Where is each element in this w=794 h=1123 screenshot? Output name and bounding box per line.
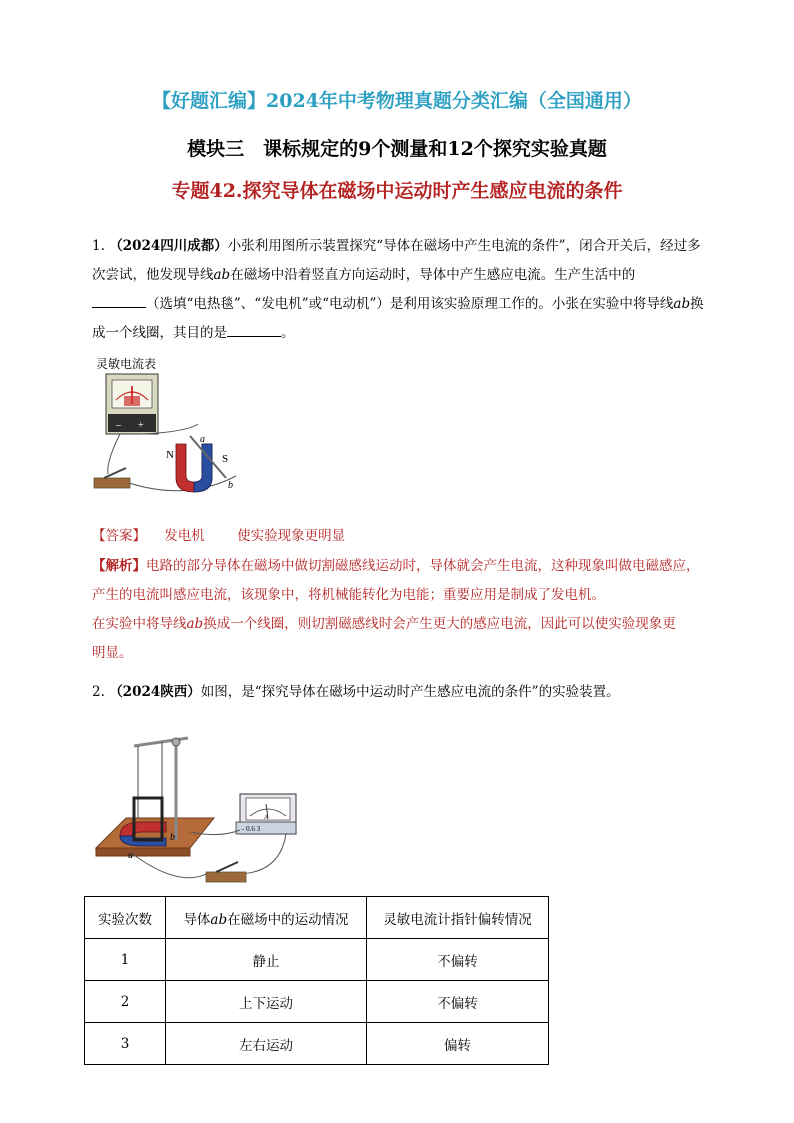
wire [240,834,286,874]
table-cell: 上下运动 [166,981,367,1023]
table-header-text: 在磁场中的运动情况 [227,911,349,928]
table-cell: 左右运动 [166,1023,367,1065]
table-header [166,897,367,939]
dial-center [124,396,140,406]
module-title: 模块三 课标规定的9个测量和12个探究实验真题 [187,138,607,160]
table-cell: 不偏转 [367,939,549,981]
answer-blank-1 [92,293,146,308]
question-number: 2. [92,684,105,700]
answer-2: 使实验现象更明显 [237,528,346,544]
figure-apparatus [90,722,310,892]
table-header: 灵敏电流计指针偏转情况 [367,897,549,939]
table-row [85,1023,549,1065]
topic-title: 专题42.探究导体在磁场中运动时产生感应电流的条件 [171,180,623,202]
point-a-label: a [200,434,205,445]
table-header-row [85,897,549,939]
switch [206,872,246,882]
answer-tag: 【答案】 [92,528,146,544]
answer-blank-2 [227,322,281,337]
question-source: （2024陕西） [109,684,201,700]
table-row [85,939,549,981]
magnet-s-label: S [222,453,229,465]
figure-label: 灵敏电流表 [96,357,157,371]
magnet-n-label: N [166,449,174,461]
point-b-label: b [228,480,233,491]
table-cell: 不偏转 [367,981,549,1023]
question-number: 1. [92,238,105,254]
question-2 [92,678,712,707]
results-table [84,896,549,1065]
stand-clamp [172,738,180,746]
base-board-edge [96,848,190,856]
question-text: 小张利用图所示装置探究“导体在磁场中产生电流的条件”，闭合开关后，经过多次尝试，他发现导线 [92,238,701,283]
point-a-label: a [128,850,133,861]
answer [92,522,712,551]
analysis-line: 明显。 [92,645,133,661]
terminal-plus: + [138,420,144,431]
analysis-tag: 【解析】 [92,558,146,574]
figure-galvanometer-magnet [86,352,266,502]
table-cell: 3 [85,1023,166,1065]
table-cell: 2 [85,981,166,1023]
meter-scale: - 0.6 3 [242,825,261,833]
question-text: 换成一个线圈，其目的是 [92,296,704,341]
meter-unit: A [264,815,269,821]
analysis-line: 换成一个线圈，则切割磁感线时会产生更大的感应电流，因此可以使实验现象更 [203,616,676,632]
analysis-line: 在实验中将导线 [92,616,187,632]
table-header-text: ab [210,911,228,928]
table-header-text: 导体 [183,911,211,928]
conductor-ab: ab [213,267,231,283]
question-text: 在磁场中沿着竖直方向运动时，导体中产生感应电流。生产生活中的 [230,267,636,283]
terminal-minus: – [116,420,121,431]
conductor-ab: ab [673,296,691,312]
wire [108,434,120,474]
table-cell: 静止 [166,939,367,981]
table-row [85,981,549,1023]
conductor-ab: ab [186,616,204,632]
table-header: 实验次数 [85,897,166,939]
switch [94,478,130,488]
question-source: （2024四川成都） [109,238,228,254]
page-title: 【好题汇编】2024年中考物理真题分类汇编（全国通用） [152,90,642,112]
question-1 [92,232,712,348]
analysis [92,552,712,668]
point-b-label: b [170,832,175,843]
question-text: 如图，是“探究导体在磁场中运动时产生感应电流的条件”的实验装置。 [200,684,620,700]
switch-lever [216,862,238,872]
analysis-line: 电路的部分导体在磁场中做切割磁感线运动时，导体就会产生电流，这种现象叫做电磁感应， [146,558,700,574]
answer-1: 发电机 [164,528,205,544]
question-text: （选填“电热毯”、“发电机”或“电动机”）是利用该实验原理工作的。小张在实验中将导线 [146,296,674,312]
table-cell: 1 [85,939,166,981]
table-cell: 偏转 [367,1023,549,1065]
analysis-line: 产生的电流叫感应电流，该现象中，将机械能转化为电能；重要应用是制成了发电机。 [92,587,605,603]
question-text: 。 [281,325,295,341]
